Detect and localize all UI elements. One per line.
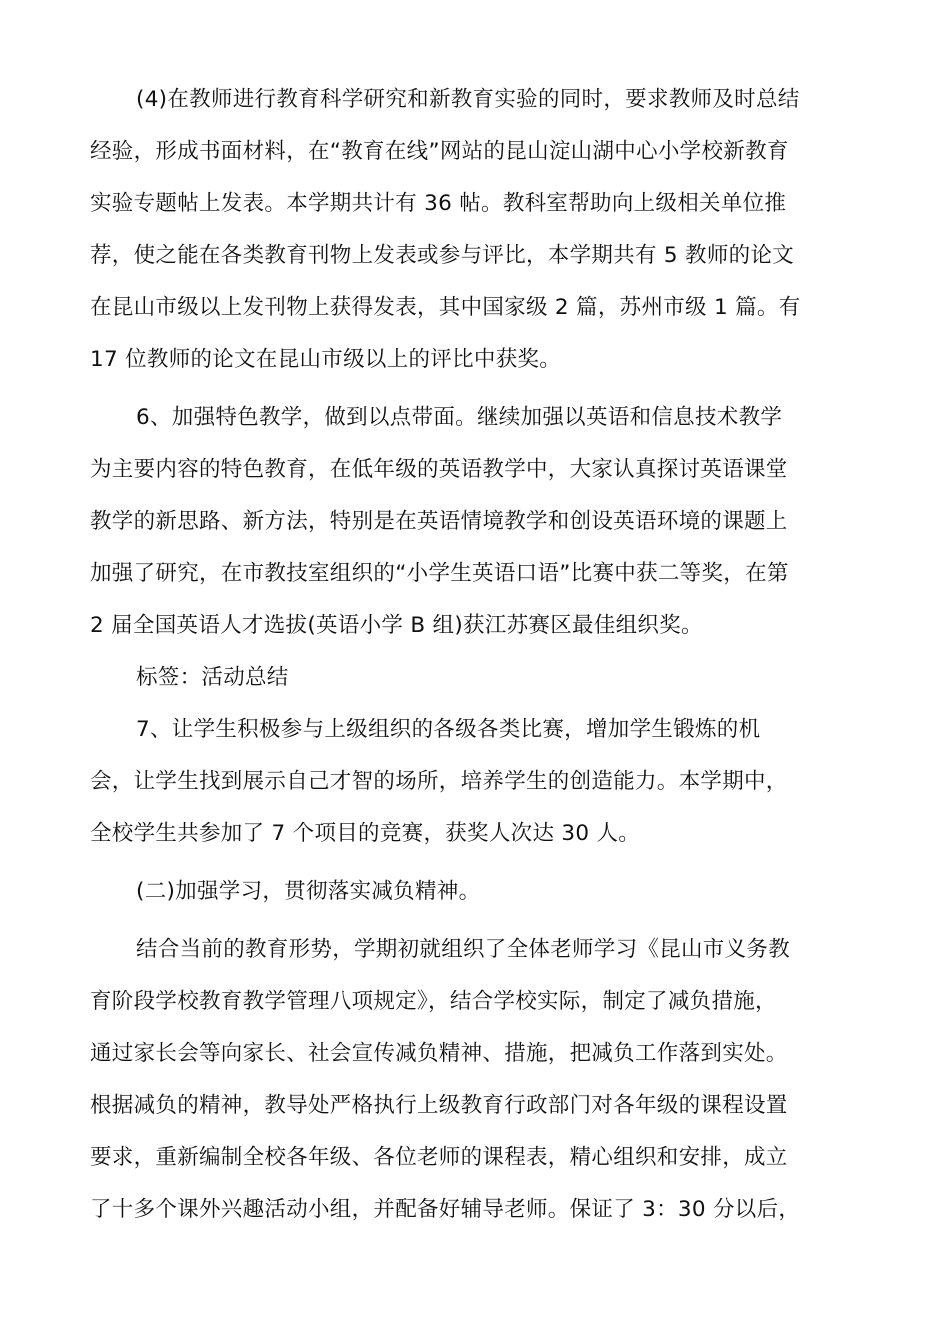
text-line: 7、让学生积极参与上级组织的各级各类比赛，增加学生锻炼的机: [136, 717, 761, 742]
paragraph-student-competitions: [90, 704, 862, 860]
paragraph-special-teaching: [90, 392, 862, 652]
document-page: [90, 74, 862, 1236]
paragraph-tags: [90, 652, 862, 704]
text-line: 6、加强特色教学，做到以点带面。继续加强以英语和信息技术教学: [136, 405, 783, 430]
text-line: 教学的新思路、新方法，特别是在英语情境教学和创设英语环境的课题上: [90, 509, 788, 534]
text-line: 荐，使之能在各类教育刊物上发表或参与评比，本学期共有 5 教师的论文: [90, 243, 795, 268]
paragraph-burden-reduction: [90, 924, 862, 1236]
text-line: 育阶段学校教育教学管理八项规定》，结合学校实际，制定了减负措施，: [90, 989, 777, 1014]
tag-line: 标签：活动总结: [136, 665, 289, 690]
text-line: 结合当前的教育形势，学期初就组织了全体老师学习《昆山市义务教: [136, 937, 791, 962]
text-line: 2 届全国英语人才选拔(英语小学 B 组)获江苏赛区最佳组织奖。: [90, 613, 703, 638]
paragraph-teacher-research: [90, 74, 862, 386]
heading-line: (二)加强学习，贯彻落实减负精神。: [136, 879, 481, 904]
text-line: 为主要内容的特色教育，在低年级的英语教学中，大家认真探讨英语课堂: [90, 457, 788, 482]
text-line: 17 位教师的论文在昆山市级以上的评比中获奖。: [90, 347, 562, 372]
text-line: 全校学生共参加了 7 个项目的竞赛，获奖人次达 30 人。: [90, 821, 641, 846]
text-line: 会，让学生找到展示自己才智的场所，培养学生的创造能力。本学期中，: [90, 769, 788, 794]
text-line: 经验，形成书面材料，在“教育在线”网站的昆山淀山湖中心小学校新教育: [90, 139, 789, 164]
text-line: 了十多个课外兴趣活动小组，并配备好辅导老师。保证了 3：30 分以后，: [90, 1197, 801, 1222]
text-line: (4)在教师进行教育科学研究和新教育实验的同时，要求教师及时总结: [136, 87, 800, 112]
text-line: 在昆山市级以上发刊物上获得发表，其中国家级 2 篇，苏州市级 1 篇。有: [90, 295, 801, 320]
text-line: 实验专题帖上发表。本学期共计有 36 帖。教科室帮助向上级相关单位推: [90, 191, 787, 216]
text-line: 要求，重新编制全校各年级、各位老师的课程表，精心组织和安排，成立: [90, 1145, 788, 1170]
text-line: 根据减负的精神，教导处严格执行上级教育行政部门对各年级的课程设置: [90, 1093, 788, 1118]
section-heading: [90, 866, 862, 918]
text-line: 加强了研究，在市教技室组织的“小学生英语口语”比赛中获二等奖，在第: [90, 561, 789, 586]
text-line: 通过家长会等向家长、社会宣传减负精神、措施，把减负工作落到实处。: [90, 1041, 788, 1066]
